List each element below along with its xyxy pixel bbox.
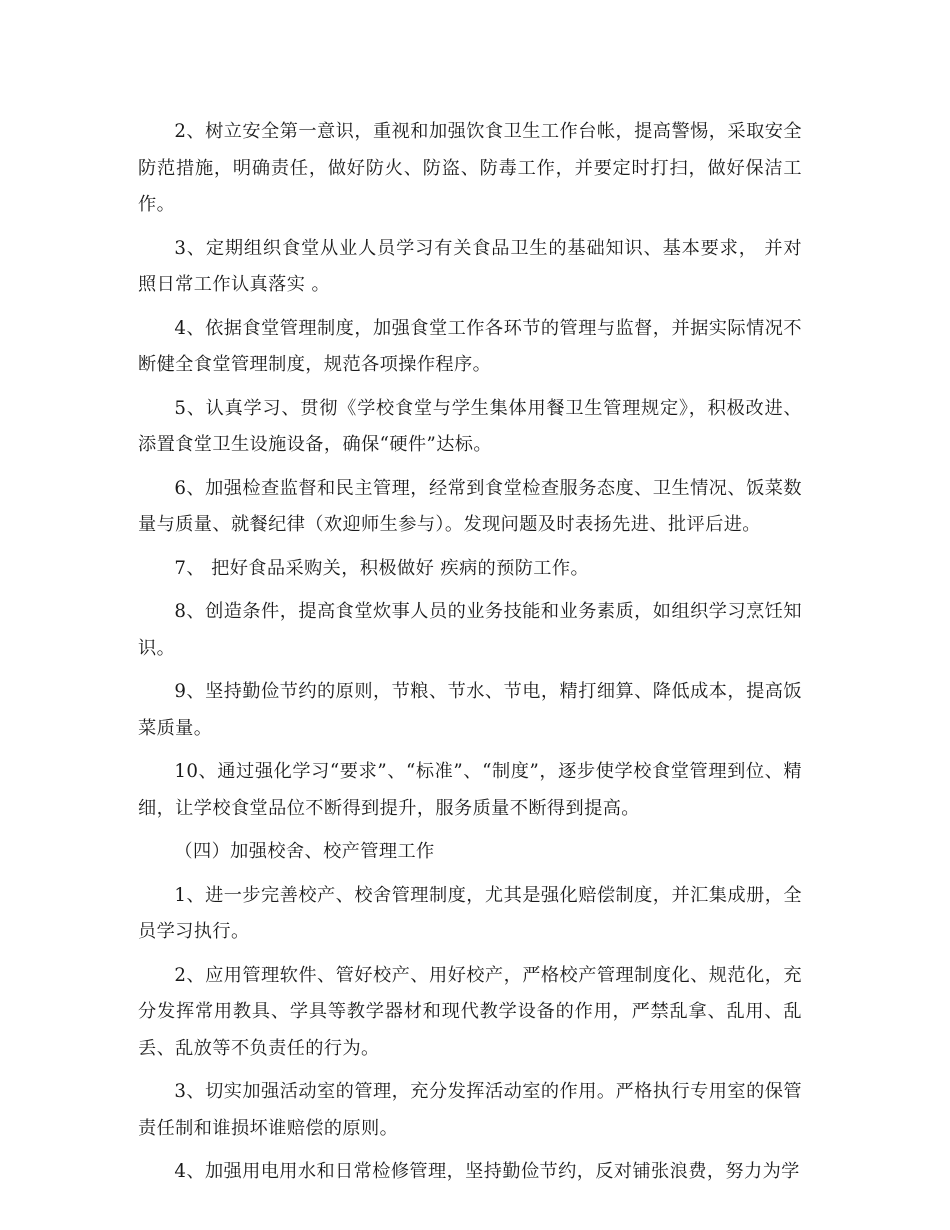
paragraph-item-10: 10、通过强化学习“要求”、“标准”、“制度”，逐步使学校食堂管理到位、精细，让学校食堂品位不断得到提升，服务质量不断得到提高。	[138, 761, 802, 819]
paragraph-item-s4-1: 1、进一步完善校产、校舍管理制度，尤其是强化赔偿制度，并汇集成册，全员学习执行。	[138, 884, 802, 942]
paragraph-item-s4-4: 4、加强用电用水和日常检修管理，坚持勤俭节约，反对铺张浪费，努力为学	[174, 1161, 800, 1182]
section-heading: （四）加强校舍、校产管理工作	[174, 841, 435, 862]
paragraph-item-5: 5、认真学习、贯彻《学校食堂与学生集体用餐卫生管理规定》，积极改进、添置食堂卫生设施设备，确保“硬件”达标。	[138, 397, 802, 455]
paragraph-item-3: 3、定期组织食堂从业人员学习有关食品卫生的基础知识、基本要求， 并对照日常工作认真落实 。	[138, 237, 802, 295]
paragraph-item-2: 2、树立安全第一意识，重视和加强饮食卫生工作台帐，提高警惕，采取安全防范措施，明确责任，做好防火、防盗、防毒工作，并要定时打扫，做好保洁工作。	[138, 121, 802, 215]
paragraph-item-7: 7、 把好食品采购关，积极做好 疾病的预防工作。	[174, 557, 590, 579]
paragraph-item-s4-3: 3、切实加强活动室的管理，充分发挥活动室的作用。严格执行专用室的保管责任制和谁损坏谁赔偿的原则。	[138, 1081, 802, 1139]
paragraph-item-6: 6、加强检查监督和民主管理，经常到食堂检查服务态度、卫生情况、饭菜数量与质量、就餐纪律（欢迎师生参与）。发现问题及时表扬先进、批评后进。	[138, 477, 802, 535]
paragraph-item-8: 8、创造条件，提高食堂炊事人员的业务技能和业务素质，如组织学习烹饪知识。	[138, 601, 802, 659]
paragraph-item-s4-2: 2、应用管理软件、管好校产、用好校产，严格校产管理制度化、规范化，充分发挥常用教具、学具等教学器材和现代教学设备的作用，严禁乱拿、乱用、乱丢、乱放等不负责任的行为。	[138, 964, 802, 1059]
paragraph-item-4: 4、依据食堂管理制度，加强食堂工作各环节的管理与监督，并据实际情况不断健全食堂管理制度，规范各项操作程序。	[138, 317, 802, 375]
paragraph-item-9: 9、坚持勤俭节约的原则，节粮、节水、节电，精打细算、降低成本，提高饭菜质量。	[138, 681, 802, 739]
document-page	[138, 114, 802, 1198]
